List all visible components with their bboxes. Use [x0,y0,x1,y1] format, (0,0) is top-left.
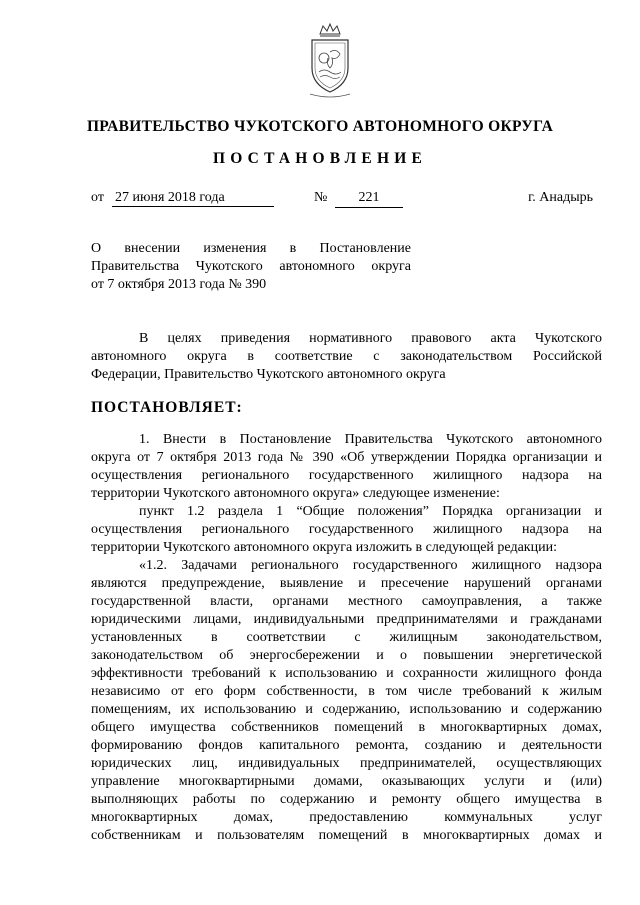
body-line: законодательством об энергосбережении и о повышении энергетической [91,648,602,663]
body-line: собственникам и пользователям помещений в многоквартирных домах и [91,828,602,843]
body-line: формированию фондов капитального ремонта, созданию и деятельности [91,738,602,753]
preamble-line: Федерации, Правительство Чукотского автономного округа [91,367,446,382]
document-date: 27 июня 2018 года [112,190,274,207]
subject-line: Правительства Чукотского автономного округа [91,259,411,274]
preamble-line: В целях приведения нормативного правового акта Чукотского [139,331,602,346]
subject-line: О внесении изменения в Постановление [91,241,411,256]
body-line: управление многоквартирными домами, оказывающих услуги и (или) [91,774,602,789]
document-type-heading: ПОСТАНОВЛЕНИЕ [212,150,428,167]
body-line: многоквартирных домах, предоставлению коммунальных услуг [91,810,602,825]
decree-verb-heading: ПОСТАНОВЛЯЕТ: [91,399,243,416]
coat-of-arms-emblem [304,22,356,102]
body-line: выполняющих работы по содержанию и ремонту общего имущества в [91,792,602,807]
body-line: территории Чукотского автономного округа изложить в следующей редакции: [91,540,557,555]
preamble-line: автономного округа в соответствие с законодательством Российской [91,349,602,364]
body-line: помещениям, их использованию и содержанию, использованию и содержанию [91,702,602,717]
body-line: округа от 7 октября 2013 года № 390 «Об утверждении Порядка организации и [91,450,602,465]
body-line: «1.2. Задачами регионального государственного жилищного надзора [139,558,602,573]
body-line: территории Чукотского автономного округа» следующее изменение: [91,486,500,501]
body-line: установленных в соответствии с жилищным законодательством, [91,630,602,645]
body-line: осуществления регионального государственного жилищного надзора на [91,468,602,483]
body-line: государственной власти, органами местного самоуправления, а также [91,594,602,609]
body-line: являются предупреждение, выявление и пресечение нарушений органами [91,576,602,591]
document-number: 221 [335,190,403,208]
number-sign: № [314,190,328,205]
dateline [91,190,593,210]
decree-body [91,431,602,845]
coat-of-arms-icon [304,22,356,102]
body-line: эффективности требований к использованию и сохранности жилищного фонда [91,666,602,681]
body-line: общего имущества собственников помещений в многоквартирных домах, [91,720,602,735]
body-line: пункт 1.2 раздела 1 “Общие положения” Порядка организации и [139,504,602,519]
document-subject [91,240,411,294]
subject-line: от 7 октября 2013 года № 390 [91,277,267,292]
body-line: юридических лиц, индивидуальных предпринимателей, осуществляющих [91,756,602,771]
government-title: ПРАВИТЕЛЬСТВО ЧУКОТСКОГО АВТОНОМНОГО ОКРУГА [86,118,554,135]
body-line: осуществления регионального государственного жилищного надзора на [91,522,602,537]
body-line: юридическими лицами, индивидуальными предпринимателями и гражданами [91,612,602,627]
body-line: независимо от его форм собственности, в том числе требований к жилым [91,684,602,699]
preamble-paragraph [91,330,602,384]
body-line: 1. Внести в Постановление Правительства Чукотского автономного [139,432,602,447]
date-prefix: от [91,190,104,205]
city-name: г. Анадырь [528,190,593,205]
